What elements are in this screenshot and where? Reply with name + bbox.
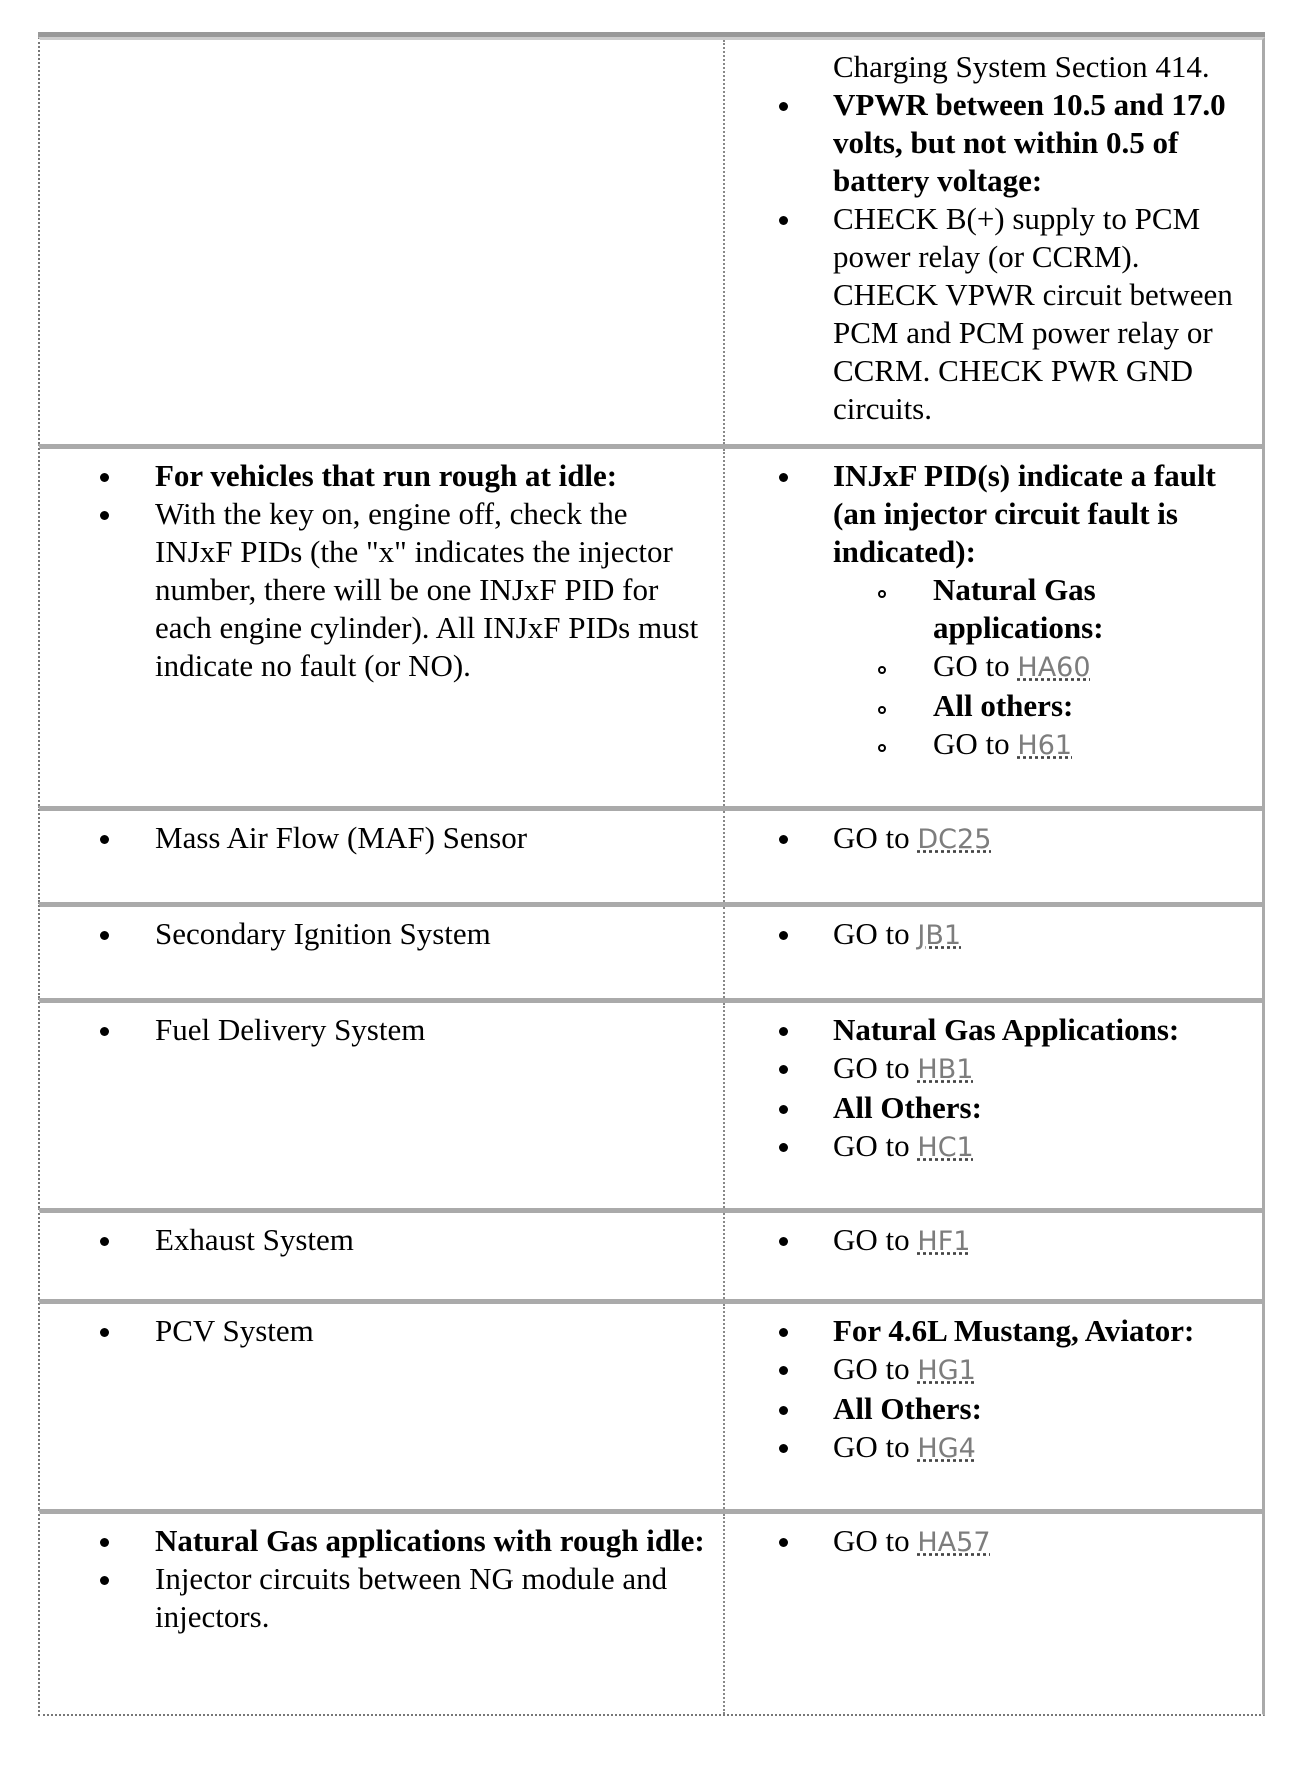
symptom-cell [40,40,725,444]
link-hg1[interactable]: HG1 [917,1355,976,1386]
list-item: All Others: [725,1089,1250,1127]
symptom-cell [40,1514,725,1714]
go-to-label: GO to [933,726,1010,761]
action-cell [725,907,1262,998]
list-item [725,819,1250,859]
table-row [38,1509,1265,1716]
go-to-label: GO to [833,1523,910,1558]
symptom-cell [40,811,725,902]
symptom-cell [40,449,725,806]
list-item: CHECK B(+) supply to PCM power relay (or CCRM). CHECK VPWR circuit between PCM and PCM power relay or CCRM. CHECK PWR GND circuits. [725,200,1250,428]
link-hb1[interactable]: HB1 [917,1054,974,1085]
link-jb1[interactable]: JB1 [917,920,962,951]
action-cell [725,811,1262,902]
go-to-label: GO to [833,1351,910,1386]
go-to-label: GO to [833,1222,910,1257]
table-row [38,1208,1265,1299]
list-item: Mass Air Flow (MAF) Sensor [40,819,711,857]
link-ha57[interactable]: HA57 [917,1527,991,1558]
link-h61[interactable]: H61 [1017,730,1073,761]
list-item: Charging System Section 414. [833,49,1210,84]
list-item: Exhaust System [40,1221,711,1259]
list-item: PCV System [40,1312,711,1350]
action-cell [725,449,1262,806]
symptom-cell [40,1003,725,1208]
sub-list-item: Natural Gas applications: [725,571,1250,647]
sub-list-item [725,647,1250,687]
go-to-label: GO to [833,820,910,855]
sub-list-item: All others: [725,687,1250,725]
action-cell [725,1003,1262,1208]
symptom-cell [40,1213,725,1299]
link-hg4[interactable]: HG4 [917,1433,976,1464]
list-item [725,1049,1250,1089]
list-item [725,1428,1250,1468]
link-hf1[interactable]: HF1 [917,1226,971,1257]
list-item [725,1221,1250,1261]
go-to-label: GO to [833,916,910,951]
table-row [38,37,1265,444]
list-item [725,1350,1250,1390]
table-row [38,998,1265,1208]
action-cell [725,1304,1262,1509]
list-item [725,1522,1250,1562]
action-cell [725,40,1262,444]
action-cell [725,1514,1262,1714]
list-item [725,915,1250,955]
sub-list-item [725,725,1250,765]
list-item: Secondary Ignition System [40,915,711,953]
list-item: INJxF PID(s) indicate a fault (an injector circuit fault is indicated): [725,457,1250,571]
list-item: Injector circuits between NG module and injectors. [40,1560,711,1636]
link-hc1[interactable]: HC1 [917,1132,974,1163]
list-item [725,1127,1250,1167]
table-row [38,806,1265,902]
table-row [38,902,1265,998]
list-item: VPWR between 10.5 and 17.0 volts, but not within 0.5 of battery voltage: [725,86,1250,200]
list-item: Fuel Delivery System [40,1011,711,1049]
symptom-cell [40,1304,725,1509]
table-row [38,1299,1265,1509]
go-to-label: GO to [833,1429,910,1464]
go-to-label: GO to [833,1128,910,1163]
link-dc25[interactable]: DC25 [917,824,992,855]
diagnostic-table [38,32,1265,1716]
link-ha60[interactable]: HA60 [1017,652,1091,683]
list-item: For vehicles that run rough at idle: [40,457,711,495]
table-row [38,444,1265,806]
list-item: For 4.6L Mustang, Aviator: [725,1312,1250,1350]
list-item: All Others: [725,1390,1250,1428]
list-item: With the key on, engine off, check the INJxF PIDs (the "x" indicates the injector number, there will be one INJxF PID for each engine cylinder). All INJxF PIDs must indicate no fault (or NO). [40,495,711,685]
go-to-label: GO to [833,1050,910,1085]
symptom-cell [40,907,725,998]
list-item: Natural Gas applications with rough idle: [40,1522,711,1560]
go-to-label: GO to [933,648,1010,683]
list-item: Natural Gas Applications: [725,1011,1250,1049]
action-cell [725,1213,1262,1299]
